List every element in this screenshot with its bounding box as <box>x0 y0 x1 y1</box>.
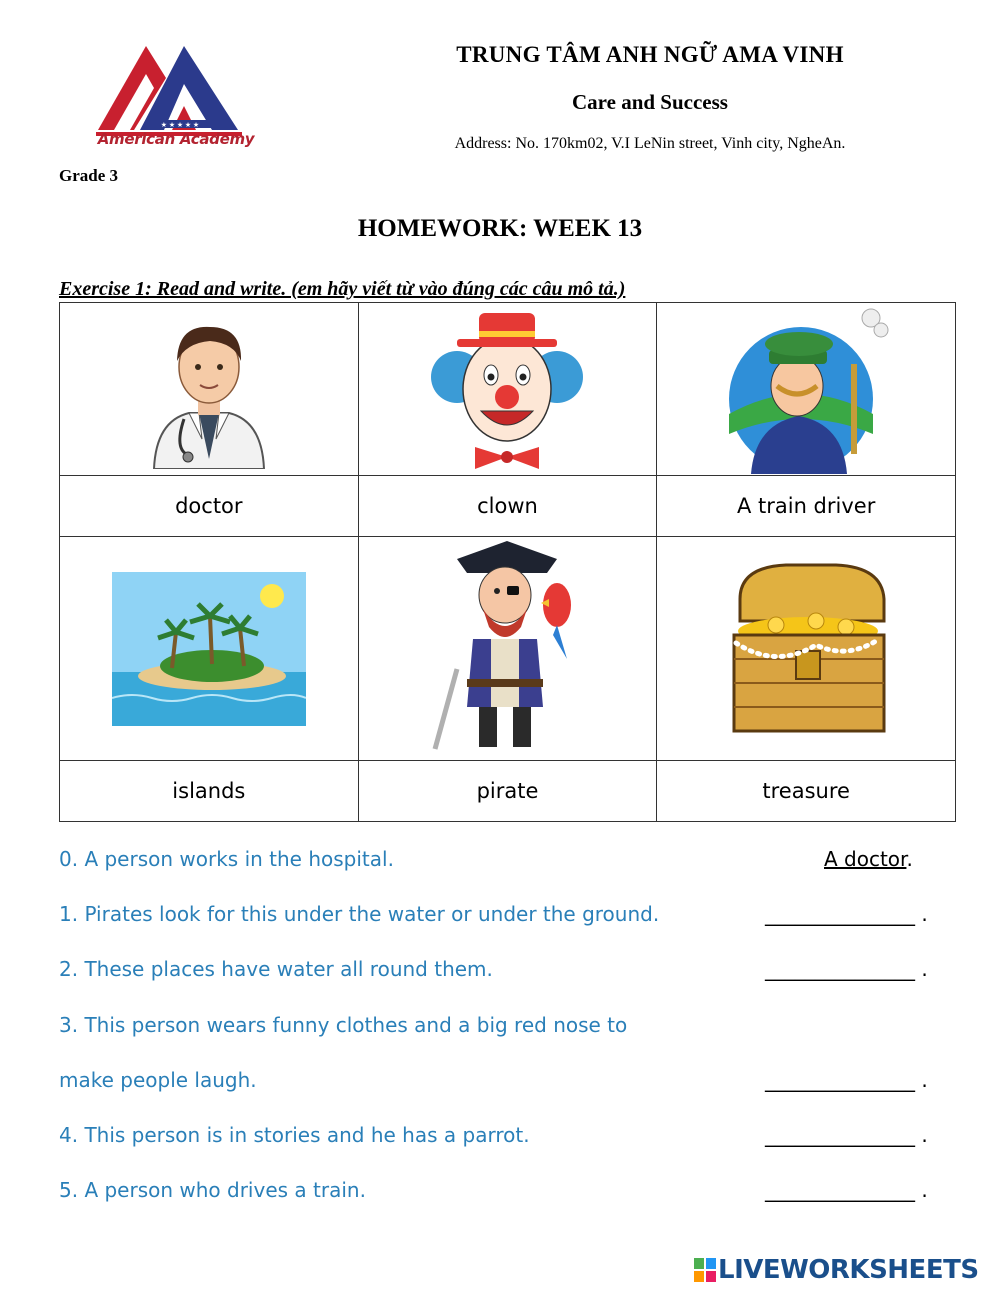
card-label: pirate <box>358 761 657 822</box>
vocabulary-table <box>59 302 956 822</box>
card-picture <box>358 537 657 761</box>
center-address: Address: No. 170km02, V.I LeNin street, Vinh city, NgheAn. <box>454 135 846 152</box>
card-picture <box>657 537 956 761</box>
card-picture <box>358 303 657 476</box>
answer-0-period: . <box>906 847 913 871</box>
answer-0-word: A doctor <box>824 847 907 871</box>
question-2: 2. These places have water all round them. <box>59 957 493 981</box>
svg-text:★ ★ ★ ★ ★: ★ ★ ★ ★ ★ <box>160 121 200 129</box>
card-picture <box>657 303 956 476</box>
train-driver-icon <box>721 304 891 474</box>
clown-icon <box>427 307 587 472</box>
question-5: 5. A person who drives a train. <box>59 1178 366 1202</box>
treasure-chest-icon <box>716 559 896 739</box>
card-label: clown <box>358 476 657 537</box>
liveworksheets-logo-icon <box>694 1258 716 1282</box>
center-name: TRUNG TÂM ANH NGỮ AMA VINH <box>456 42 844 67</box>
card-label: treasure <box>657 761 956 822</box>
island-icon <box>112 572 306 726</box>
center-motto: Care and Success <box>572 90 728 114</box>
grade-label: Grade 3 <box>59 166 119 185</box>
exercise-instruction: Exercise 1: Read and write. (em hãy viết từ vào đúng các câu mô tả.) <box>59 278 626 300</box>
answer-blank-1[interactable]: _______________ . <box>765 902 928 926</box>
logo-text: American Academy <box>97 130 255 148</box>
question-3: 3. This person wears funny clothes and a big red nose to <box>59 1013 628 1037</box>
liveworksheets-brand[interactable] <box>694 1253 979 1287</box>
card-label: islands <box>60 761 359 822</box>
answer-blank-3[interactable]: _______________ . <box>765 1068 928 1092</box>
pirate-icon <box>417 539 597 759</box>
card-label: A train driver <box>657 476 956 537</box>
doctor-icon <box>144 309 274 469</box>
question-3-continued: make people laugh. <box>59 1068 257 1092</box>
card-picture <box>60 303 359 476</box>
homework-title: HOMEWORK: WEEK 13 <box>357 215 643 242</box>
answer-blank-4[interactable]: _______________ . <box>765 1123 928 1147</box>
question-4: 4. This person is in stories and he has a parrot. <box>59 1123 530 1147</box>
answer-blank-2[interactable]: _______________ . <box>765 957 928 981</box>
answer-0 <box>824 847 1000 871</box>
question-1: 1. Pirates look for this under the water or under the ground. <box>59 902 660 926</box>
card-label: doctor <box>60 476 359 537</box>
answer-blank-5[interactable]: _______________ . <box>765 1178 928 1202</box>
question-0: 0. A person works in the hospital. <box>59 847 394 871</box>
brand-text: LIVEWORKSHEETS <box>718 1255 979 1285</box>
card-picture <box>60 537 359 761</box>
